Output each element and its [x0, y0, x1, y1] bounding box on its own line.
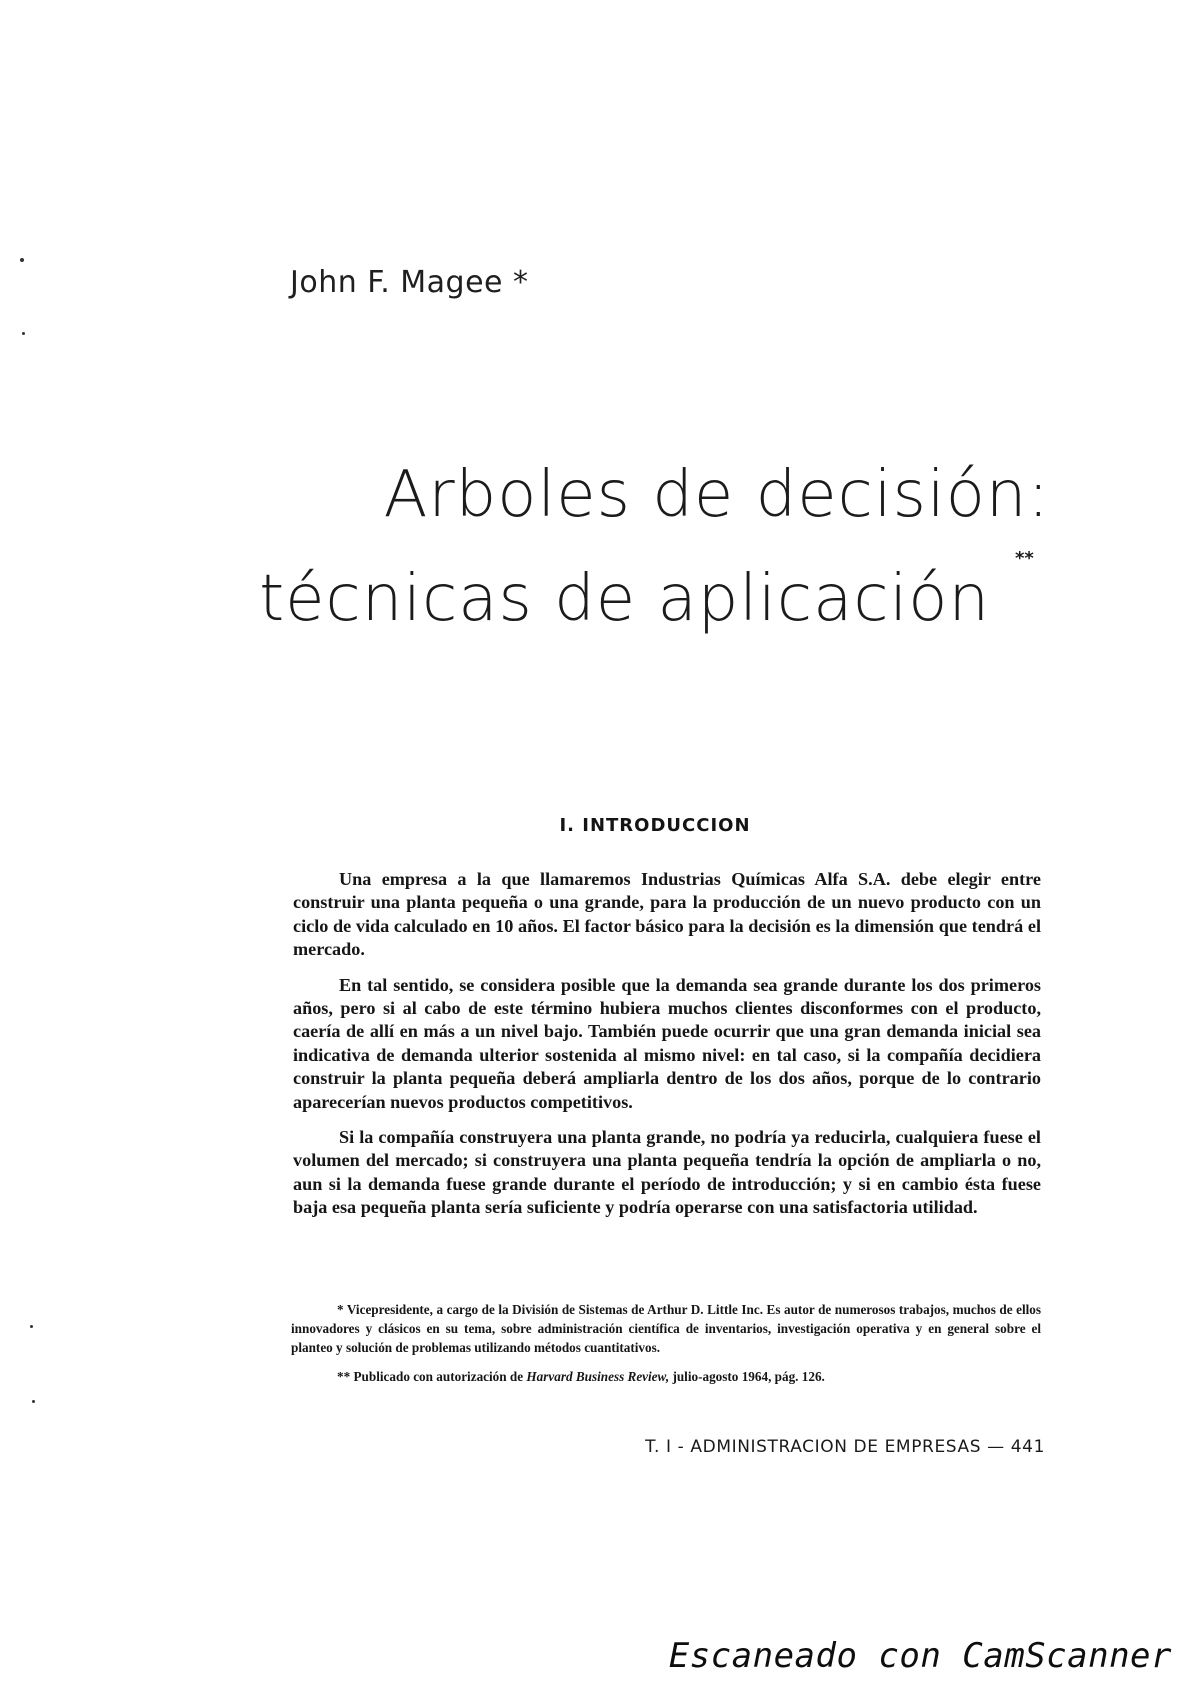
footnote-author: * Vicepresidente, a cargo de la División de Sistemas de Arthur D. Little Inc. Es autor de numerosos trabajos, muchos de ellos innovadores y clásicos en su tema, sobre administración científica de inventarios, investigación operativa y en general sobre el planteo y solución de problemas utilizando métodos cuantitativos.	[291, 1302, 1041, 1355]
article-title-line-2: técnicas de aplicación	[259, 562, 990, 636]
scan-speck	[30, 1325, 33, 1328]
article-title-line-1: Arboles de decisión:	[383, 458, 1050, 532]
scanner-watermark: Escaneado con CamScanner	[668, 1636, 1172, 1676]
scan-speck	[22, 332, 25, 335]
scan-speck	[32, 1400, 35, 1403]
footnote-source-suffix: julio-agosto 1964, pág. 126.	[672, 1369, 825, 1384]
body-paragraph: Una empresa a la que llamaremos Industrias Químicas Alfa S.A. debe elegir entre construir una planta pequeña o una grande, para la producción de un nuevo producto con un ciclo de vida calculado en 10 años. El factor básico para la decisión es la dimensión que tendrá el mercado.	[293, 869, 1041, 960]
footnote-source-prefix: ** Publicado con autorización de	[337, 1369, 524, 1384]
body-text	[293, 868, 1041, 1232]
body-paragraph: Si la compañía construyera una planta grande, no podría ya reducirla, cualquiera fuese el volumen del mercado; si construyera una planta pequeña tendría la opción de ampliarla o no, aun si la demanda fuese grande durante el período de introducción; y si en cambio ésta fuese baja esa pequeña planta sería suficiente y podría operarse con una satisfactoria utilidad.	[293, 1127, 1041, 1218]
body-paragraph: En tal sentido, se considera posible que la demanda sea grande durante los dos primeros años, pero si al cabo de este término hubiera muchos clientes disconformes con el producto, caería de allí en más a un nivel bajo. También puede ocurrir que una gran demanda inicial sea indicativa de demanda ulterior sostenida al mismo nivel: en tal caso, si la compañía decidiera construir la planta pequeña deberá ampliarla dentro de los dos años, porque de lo contrario aparecerían nuevos productos competitivos.	[293, 974, 1041, 1112]
scan-speck	[20, 258, 24, 262]
footnote-source-journal: Harvard Business Review,	[526, 1369, 670, 1384]
section-heading: I. INTRODUCCION	[559, 815, 751, 836]
footnotes	[291, 1300, 1041, 1396]
title-footnote-mark: **	[1015, 548, 1034, 569]
author-name: John F. Magee *	[290, 265, 529, 300]
footnote-source	[291, 1367, 1041, 1386]
running-footer: T. I - ADMINISTRACION DE EMPRESAS — 441	[645, 1437, 1045, 1457]
